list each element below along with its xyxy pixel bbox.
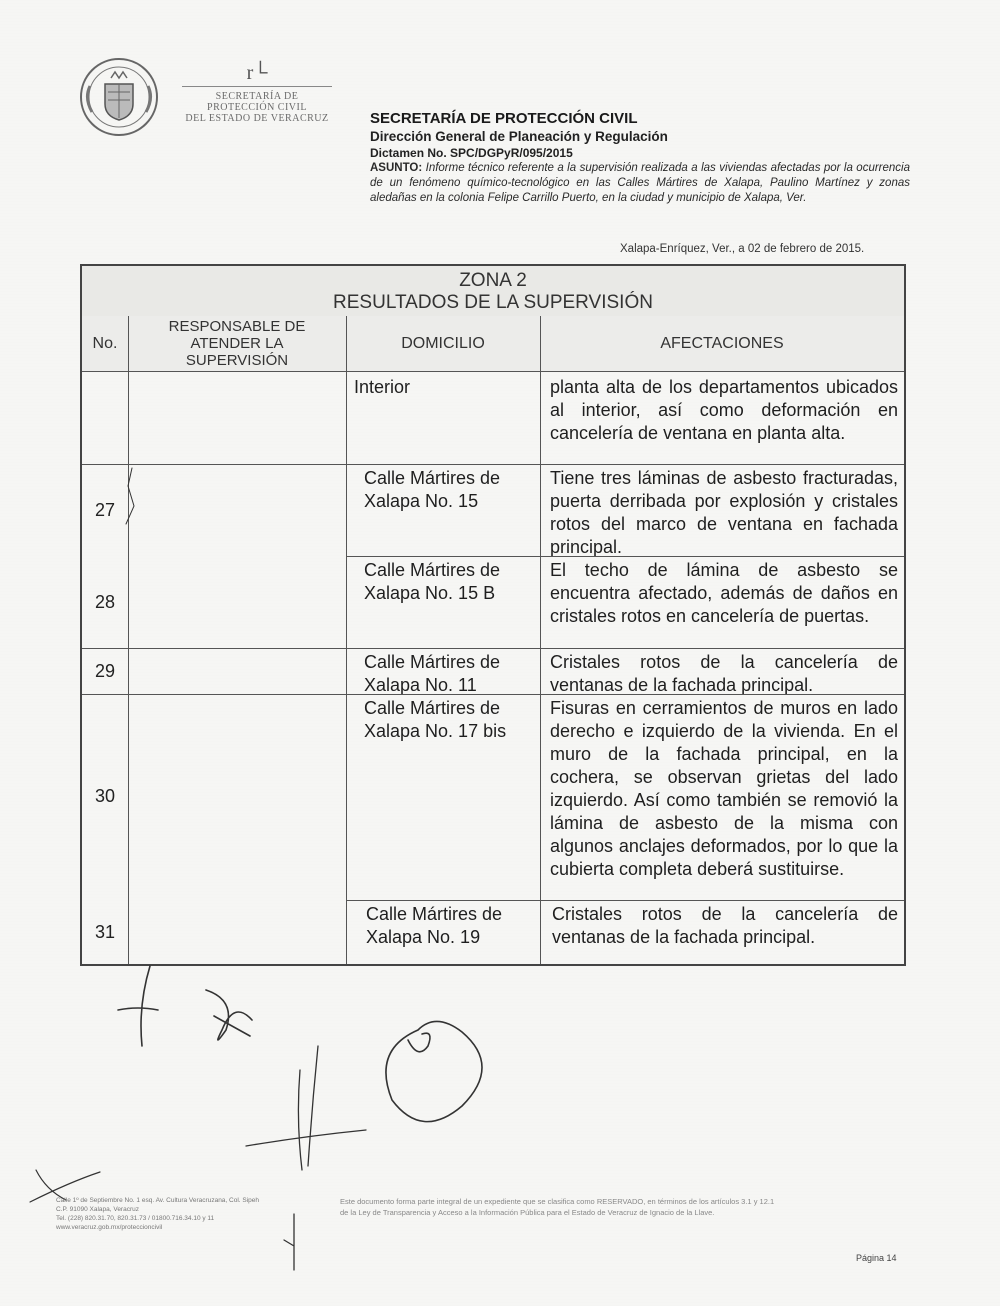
- row-divider: [346, 556, 904, 557]
- org-line-3: DEL ESTADO DE VERACRUZ: [185, 113, 329, 124]
- footer-address-line: www.veracruz.gob.mx/proteccioncivil: [56, 1224, 163, 1231]
- row-divider: [82, 694, 904, 695]
- org-mark: r└: [246, 62, 268, 84]
- row-afectaciones: Cristales rotos de la cancelería de ventanas de la fachada principal.: [552, 904, 898, 947]
- footer-address-line: Calle 1º de Septiembre No. 1 esq. Av. Cultura Veracruzana, Col. Sipeh: [56, 1197, 260, 1204]
- results-table: [80, 264, 906, 966]
- row-afectaciones: El techo de lámina de asbesto se encuentra afectado, además de daños en cristales rotos en cancelería de puertas.: [550, 560, 898, 626]
- footer-address-line: Tel. (228) 820.31.70, 820.31.73 / 01800.716.34.10 y 11: [56, 1215, 215, 1222]
- row-divider: [82, 464, 904, 465]
- state-seal-logo: [78, 56, 160, 138]
- column-header-afectaciones: AFECTACIONES: [540, 316, 904, 372]
- column-header-responsable: RESPONSABLE DE ATENDER LA SUPERVISIÓN: [128, 316, 346, 372]
- column-divider: [128, 316, 129, 964]
- header-title: SECRETARÍA DE PROTECCIÓN CIVIL: [370, 110, 638, 127]
- organization-block: [182, 62, 332, 124]
- row-divider: [82, 648, 904, 649]
- org-rule: [182, 86, 332, 87]
- zone-label: ZONA 2: [459, 270, 527, 291]
- row-domicilio: Calle Mártires de Xalapa No. 15 B: [364, 560, 501, 603]
- row-number: 27: [94, 500, 116, 520]
- document-header: [370, 110, 910, 206]
- asunto-paragraph: [370, 161, 910, 206]
- row-afectaciones: Fisuras en cerramientos de muros en lado derecho e izquierdo de la vivienda. En el muro de la fachada principal, en la cochera, se observan grietas del lado izquierdo. Así como también se removió la lámina de asbesto de la misma con algunos anclajes deformados, por lo que la cubierta completa deberá sustituirse.: [550, 698, 898, 879]
- row-number: 31: [94, 922, 116, 942]
- header-subtitle: Dirección General de Planeación y Regulación: [370, 129, 668, 144]
- org-line-1: SECRETARÍA DE: [215, 91, 299, 102]
- asunto-text: Informe técnico referente a la supervisión realizada a las viviendas afectadas por la ocurrencia de un fenómeno químico-tecnológico en las Calles Mártires de Xalapa, Paulino Martínez y zonas aledañas en la colonia Felipe Carrillo Puerto, en la ciudad y municipio de Xalapa, Ver.: [370, 162, 911, 204]
- footer-address-line: C.P. 91090 Xalapa, Veracruz: [56, 1206, 139, 1213]
- row-afectaciones: Cristales rotos de la cancelería de ventanas de la fachada principal.: [550, 652, 898, 695]
- column-header-no: No.: [82, 316, 128, 372]
- footer-address: [56, 1196, 318, 1232]
- row-number: 28: [94, 592, 116, 612]
- org-line-2: PROTECCIÓN CIVIL: [207, 102, 307, 113]
- page-number: Página 14: [856, 1253, 897, 1263]
- row-afectaciones: Tiene tres láminas de asbesto fracturadas, puerta derribada por explosión y cristales rotos del marco de ventana en fachada principal.: [550, 468, 898, 557]
- row-afectaciones: planta alta de los departamentos ubicados al interior, así como deformación en cancelería de ventana en planta alta.: [550, 377, 898, 443]
- row-domicilio: Calle Mártires de Xalapa No. 19: [366, 904, 503, 947]
- row-number: 29: [94, 661, 116, 681]
- row-domicilio: Calle Mártires de Xalapa No. 15: [364, 468, 501, 511]
- row-domicilio: Calle Mártires de Xalapa No. 11: [364, 652, 501, 695]
- column-header-domicilio: DOMICILIO: [346, 316, 540, 372]
- row-divider: [346, 900, 904, 901]
- dictamen-number: Dictamen No. SPC/DGPyR/095/2015: [370, 146, 573, 160]
- footer-legal-notice: Este documento forma parte integral de un expediente que se clasifica como RESERVADO, en términos de los artículos 3.1 y 12.1 de la Ley de Transparencia y Acceso a la Información Pública para el Estado de Veracruz de Ignacio de la Llave.: [340, 1197, 775, 1217]
- row-domicilio: Calle Mártires de Xalapa No. 17 bis: [364, 698, 507, 741]
- table-zone-header: [82, 266, 904, 317]
- zone-title: RESULTADOS DE LA SUPERVISIÓN: [333, 292, 653, 313]
- document-date: Xalapa-Enríquez, Ver., a 02 de febrero de 2015.: [620, 243, 865, 255]
- column-divider: [540, 316, 541, 964]
- row-number: 30: [94, 786, 116, 806]
- row-domicilio: Interior: [354, 377, 411, 397]
- column-divider: [346, 316, 347, 964]
- asunto-label: ASUNTO:: [370, 162, 423, 174]
